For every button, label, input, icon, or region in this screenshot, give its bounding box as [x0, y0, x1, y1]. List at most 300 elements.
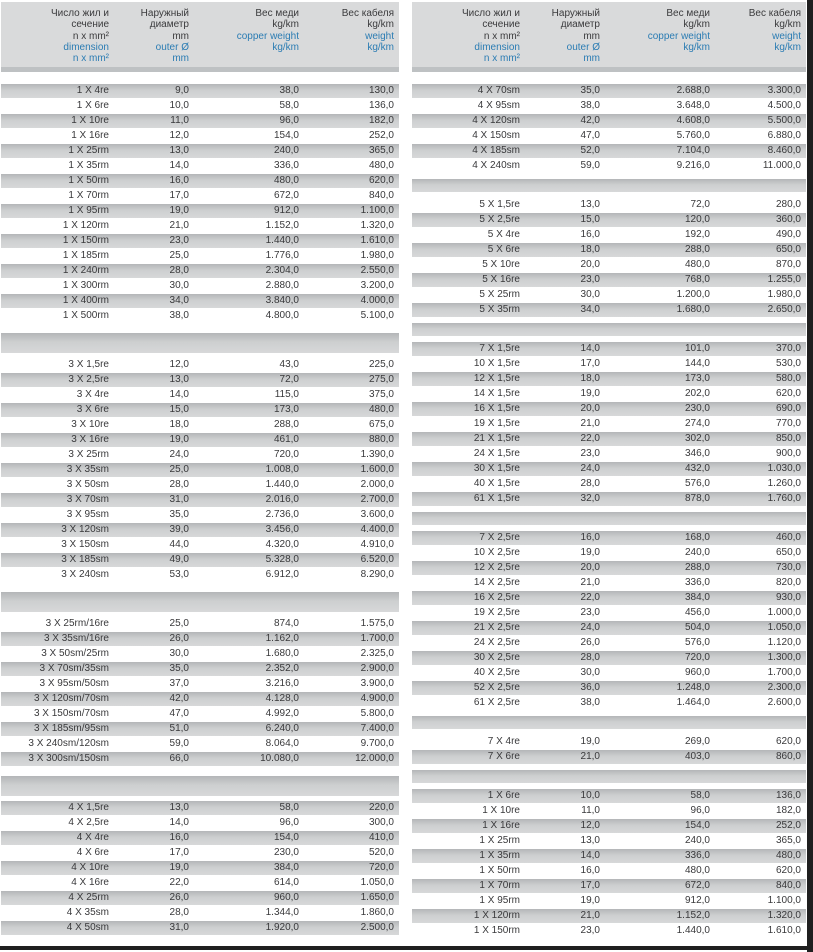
- dimension-cell: 4 X 35sm: [66, 907, 109, 919]
- table-row: [412, 531, 806, 545]
- cable-weight-cell: 2.900,0: [360, 663, 394, 675]
- outer-diameter-cell: 22,0: [580, 592, 600, 604]
- outer-diameter-cell: 66,0: [169, 753, 189, 765]
- outer-diameter-cell: 23,0: [580, 274, 600, 286]
- group-separator: [412, 174, 806, 198]
- dimension-cell: 3 X 10re: [71, 419, 109, 431]
- cable-weight-cell: 11.000,0: [762, 160, 801, 172]
- copper-weight-cell: 9.216,0: [676, 160, 710, 172]
- copper-weight-cell: 154,0: [273, 130, 299, 142]
- copper-weight-cell: 1.152,0: [265, 220, 299, 232]
- dimension-cell: 3 X 6re: [76, 404, 109, 416]
- dimension-cell: 4 X 50sm: [66, 922, 109, 934]
- outer-diameter-cell: 16,0: [580, 229, 600, 241]
- table-row: [412, 114, 806, 128]
- table-row: [412, 258, 806, 272]
- dimension-cell: 3 X 35sm/16re: [43, 633, 109, 645]
- dimension-cell: 30 X 2,5re: [473, 652, 520, 664]
- page-bottom-border: [0, 946, 813, 950]
- table-row: [1, 144, 399, 158]
- header-line: Вес кабеля: [341, 8, 394, 19]
- cable-weight-cell: 1.650,0: [360, 892, 394, 904]
- header-line: copper weight: [647, 30, 710, 42]
- copper-weight-cell: 288,0: [684, 562, 710, 574]
- table-row: [1, 84, 399, 98]
- dimension-cell: 10 X 2,5re: [473, 547, 520, 559]
- header-line: Число жил и: [50, 8, 109, 19]
- outer-diameter-cell: 31,0: [169, 494, 189, 506]
- dimension-cell: 3 X 70sm/35sm: [39, 663, 109, 675]
- table-row: [1, 921, 399, 935]
- table-row: [412, 342, 806, 356]
- cable-weight-cell: 1.760,0: [767, 493, 801, 505]
- dimension-cell: 19 X 1,5re: [473, 418, 520, 430]
- table-row: [412, 402, 806, 416]
- cable-weight-cell: 4.000,0: [360, 295, 394, 307]
- cable-weight-cell: 870,0: [775, 259, 801, 271]
- dimension-cell: 7 X 4re: [487, 736, 520, 748]
- table-row: [1, 129, 399, 143]
- outer-diameter-cell: 42,0: [580, 115, 600, 127]
- table-row: [1, 99, 399, 113]
- copper-weight-cell: 1.152,0: [676, 910, 710, 922]
- header-line: n x mm²: [72, 53, 109, 65]
- cable-weight-cell: 220,0: [368, 802, 394, 814]
- copper-weight-cell: 96,0: [279, 817, 299, 829]
- cable-weight-cell: 530,0: [775, 358, 801, 370]
- cable-weight-cell: 9.700,0: [360, 738, 394, 750]
- cable-weight-cell: 840,0: [775, 880, 801, 892]
- table-row: [412, 750, 806, 764]
- table-row: [412, 894, 806, 908]
- dimension-cell: 52 X 2,5re: [473, 682, 520, 694]
- dimension-cell: 3 X 35sm: [66, 464, 109, 476]
- dimension-cell: 12 X 1,5re: [473, 373, 520, 385]
- dimension-cell: 7 X 2,5re: [479, 532, 520, 544]
- table-row: [1, 553, 399, 567]
- cable-weight-cell: 365,0: [368, 145, 394, 157]
- header-column-4: [718, 8, 806, 64]
- dimension-cell: 3 X 120sm: [61, 524, 109, 536]
- copper-weight-cell: 432,0: [684, 463, 710, 475]
- table-row: [412, 621, 806, 635]
- table-row: [1, 174, 399, 188]
- outer-diameter-cell: 24,0: [580, 622, 600, 634]
- copper-weight-cell: 614,0: [273, 877, 299, 889]
- copper-weight-cell: 960,0: [684, 667, 710, 679]
- cable-weight-cell: 5.500,0: [767, 115, 801, 127]
- cable-weight-cell: 182,0: [368, 115, 394, 127]
- cable-weight-cell: 6.520,0: [360, 554, 394, 566]
- copper-weight-cell: 202,0: [684, 388, 710, 400]
- table-row: [1, 403, 399, 417]
- header-line: dimension: [474, 41, 520, 53]
- dimension-cell: 16 X 1,5re: [473, 403, 520, 415]
- header-line: kg/km: [683, 41, 710, 53]
- cable-weight-cell: 300,0: [368, 817, 394, 829]
- dimension-cell: 12 X 2,5re: [473, 562, 520, 574]
- cable-weight-cell: 840,0: [368, 190, 394, 202]
- dimension-cell: 1 X 6re: [487, 790, 520, 802]
- separator-bar: [412, 179, 806, 192]
- cable-weight-cell: 4.500,0: [767, 100, 801, 112]
- header-line: mm: [172, 30, 189, 42]
- copper-weight-cell: 768,0: [684, 274, 710, 286]
- copper-weight-cell: 336,0: [273, 160, 299, 172]
- table-row: [412, 546, 806, 560]
- cable-weight-cell: 3.600,0: [360, 509, 394, 521]
- dimension-cell: 3 X 25rm/16re: [45, 618, 109, 630]
- copper-weight-cell: 168,0: [684, 532, 710, 544]
- dimension-cell: 1 X 25rm: [479, 835, 520, 847]
- header-column-2: [117, 8, 197, 64]
- outer-diameter-cell: 20,0: [580, 403, 600, 415]
- outer-diameter-cell: 18,0: [169, 419, 189, 431]
- dimension-cell: 1 X 4re: [76, 85, 109, 97]
- cable-weight-cell: 2.650,0: [767, 304, 801, 316]
- outer-diameter-cell: 26,0: [580, 637, 600, 649]
- outer-diameter-cell: 12,0: [169, 359, 189, 371]
- copper-weight-cell: 1.464,0: [676, 697, 710, 709]
- copper-weight-cell: 1.680,0: [265, 648, 299, 660]
- table-row: [1, 418, 399, 432]
- copper-weight-cell: 2.736,0: [265, 509, 299, 521]
- table-row: [412, 84, 806, 98]
- table-row: [1, 358, 399, 372]
- dimension-cell: 4 X 6re: [76, 847, 109, 859]
- cable-weight-cell: 225,0: [368, 359, 394, 371]
- table-row: [1, 204, 399, 218]
- cable-weight-cell: 900,0: [775, 448, 801, 460]
- outer-diameter-cell: 21,0: [580, 577, 600, 589]
- group-separator: [1, 767, 399, 801]
- table-row: [1, 891, 399, 905]
- dimension-cell: 19 X 2,5re: [473, 607, 520, 619]
- table-row: [412, 651, 806, 665]
- copper-weight-cell: 173,0: [684, 373, 710, 385]
- cable-weight-cell: 490,0: [775, 229, 801, 241]
- cable-weight-cell: 1.700,0: [767, 667, 801, 679]
- cable-weight-cell: 1.000,0: [767, 607, 801, 619]
- copper-weight-cell: 2.304,0: [265, 265, 299, 277]
- copper-weight-cell: 58,0: [279, 802, 299, 814]
- dimension-cell: 3 X 120sm/70sm: [33, 693, 109, 705]
- cable-weight-cell: 650,0: [775, 244, 801, 256]
- cable-weight-cell: 2.500,0: [360, 922, 394, 934]
- copper-weight-cell: 1.162,0: [265, 633, 299, 645]
- table-row: [1, 831, 399, 845]
- table-row: [412, 924, 806, 938]
- outer-diameter-cell: 44,0: [169, 539, 189, 551]
- outer-diameter-cell: 24,0: [580, 463, 600, 475]
- copper-weight-cell: 8.064,0: [265, 738, 299, 750]
- dimension-cell: 3 X 50sm/25rm: [41, 648, 109, 660]
- copper-weight-cell: 720,0: [684, 652, 710, 664]
- dimension-cell: 4 X 95sm: [477, 100, 520, 112]
- cable-weight-cell: 182,0: [775, 805, 801, 817]
- separator-bar: [1, 776, 399, 796]
- outer-diameter-cell: 10,0: [580, 790, 600, 802]
- table-row: [1, 722, 399, 736]
- cable-weight-cell: 12.000,0: [355, 753, 394, 765]
- copper-weight-cell: 461,0: [273, 434, 299, 446]
- table-body-left: [1, 84, 399, 935]
- cable-weight-cell: 252,0: [368, 130, 394, 142]
- copper-weight-cell: 154,0: [273, 832, 299, 844]
- cable-weight-cell: 520,0: [368, 847, 394, 859]
- table-row: [1, 279, 399, 293]
- table-row: [412, 864, 806, 878]
- table-row: [412, 273, 806, 287]
- outer-diameter-cell: 25,0: [169, 618, 189, 630]
- cable-weight-cell: 4.400,0: [360, 524, 394, 536]
- cable-weight-cell: 2.000,0: [360, 479, 394, 491]
- outer-diameter-cell: 18,0: [580, 373, 600, 385]
- dimension-cell: 3 X 25rm: [68, 449, 109, 461]
- outer-diameter-cell: 14,0: [580, 850, 600, 862]
- copper-weight-cell: 10.080,0: [260, 753, 299, 765]
- header-column-2: [528, 8, 608, 64]
- copper-weight-cell: 4.800,0: [265, 310, 299, 322]
- table-row: [1, 662, 399, 676]
- outer-diameter-cell: 38,0: [580, 100, 600, 112]
- outer-diameter-cell: 24,0: [169, 449, 189, 461]
- dimension-cell: 1 X 500rm: [62, 310, 109, 322]
- header-line: Вес меди: [666, 8, 710, 19]
- cable-weight-cell: 1.390,0: [360, 449, 394, 461]
- cable-weight-cell: 1.600,0: [360, 464, 394, 476]
- table-row: [412, 834, 806, 848]
- cable-weight-cell: 130,0: [368, 85, 394, 97]
- header-line: n x mm²: [483, 30, 520, 42]
- outer-diameter-cell: 9,0: [175, 85, 189, 97]
- dimension-cell: 4 X 70sm: [477, 85, 520, 97]
- table-row: [1, 433, 399, 447]
- dimension-cell: 1 X 16re: [482, 820, 520, 832]
- copper-weight-cell: 1.440,0: [265, 235, 299, 247]
- copper-weight-cell: 576,0: [684, 478, 710, 490]
- table-row: [412, 447, 806, 461]
- header-line: mm: [583, 53, 600, 65]
- cable-weight-cell: 1.050,0: [767, 622, 801, 634]
- outer-diameter-cell: 23,0: [580, 925, 600, 937]
- table-row: [1, 617, 399, 631]
- outer-diameter-cell: 28,0: [169, 907, 189, 919]
- copper-weight-cell: 1.920,0: [265, 922, 299, 934]
- header-line: weight: [772, 30, 801, 42]
- outer-diameter-cell: 13,0: [580, 835, 600, 847]
- outer-diameter-cell: 14,0: [580, 343, 600, 355]
- outer-diameter-cell: 52,0: [580, 145, 600, 157]
- copper-weight-cell: 1.440,0: [265, 479, 299, 491]
- copper-weight-cell: 154,0: [684, 820, 710, 832]
- dimension-cell: 14 X 1,5re: [473, 388, 520, 400]
- copper-weight-cell: 346,0: [684, 448, 710, 460]
- cable-weight-cell: 1.320,0: [767, 910, 801, 922]
- header-column-3: [608, 8, 718, 64]
- dimension-cell: 3 X 95sm/50sm: [39, 678, 109, 690]
- outer-diameter-cell: 22,0: [580, 433, 600, 445]
- cable-weight-cell: 620,0: [775, 736, 801, 748]
- outer-diameter-cell: 47,0: [169, 708, 189, 720]
- dimension-cell: 1 X 6re: [76, 100, 109, 112]
- copper-weight-cell: 274,0: [684, 418, 710, 430]
- copper-weight-cell: 240,0: [684, 835, 710, 847]
- cable-weight-cell: 770,0: [775, 418, 801, 430]
- dimension-cell: 4 X 4re: [76, 832, 109, 844]
- table-row: [412, 735, 806, 749]
- copper-weight-cell: 912,0: [273, 205, 299, 217]
- group-separator: [412, 507, 806, 531]
- dimension-cell: 3 X 16re: [71, 434, 109, 446]
- outer-diameter-cell: 21,0: [169, 220, 189, 232]
- cable-weight-cell: 2.325,0: [360, 648, 394, 660]
- copper-weight-cell: 1.008,0: [265, 464, 299, 476]
- cable-weight-cell: 480,0: [775, 850, 801, 862]
- dimension-cell: 4 X 185sm: [472, 145, 520, 157]
- dimension-cell: 1 X 70rm: [68, 190, 109, 202]
- cable-weight-cell: 1.860,0: [360, 907, 394, 919]
- cable-weight-cell: 252,0: [775, 820, 801, 832]
- cable-weight-cell: 2.300,0: [767, 682, 801, 694]
- dimension-cell: 5 X 2,5re: [479, 214, 520, 226]
- dimension-cell: 5 X 6re: [487, 244, 520, 256]
- outer-diameter-cell: 10,0: [169, 100, 189, 112]
- cable-weight-cell: 410,0: [368, 832, 394, 844]
- header-line: kg/km: [367, 41, 394, 53]
- table-row: [1, 523, 399, 537]
- outer-diameter-cell: 16,0: [580, 865, 600, 877]
- table-row: [1, 538, 399, 552]
- table-row: [412, 696, 806, 710]
- cable-weight-cell: 620,0: [775, 388, 801, 400]
- table-row: [412, 303, 806, 317]
- cable-weight-cell: 650,0: [775, 547, 801, 559]
- dimension-cell: 3 X 185sm: [61, 554, 109, 566]
- header-line: диаметр: [560, 19, 600, 31]
- copper-weight-cell: 4.992,0: [265, 708, 299, 720]
- dimension-cell: 3 X 150sm/70sm: [33, 708, 109, 720]
- copper-weight-cell: 336,0: [684, 850, 710, 862]
- dimension-cell: 40 X 2,5re: [473, 667, 520, 679]
- table-row: [412, 681, 806, 695]
- copper-weight-cell: 5.760,0: [676, 130, 710, 142]
- header-line: n x mm²: [72, 30, 109, 42]
- cable-weight-cell: 4.910,0: [360, 539, 394, 551]
- cable-weight-cell: 1.610,0: [360, 235, 394, 247]
- table-row: [412, 477, 806, 491]
- copper-weight-cell: 3.840,0: [265, 295, 299, 307]
- table-row: [412, 432, 806, 446]
- copper-weight-cell: 240,0: [684, 547, 710, 559]
- cable-weight-cell: 1.260,0: [767, 478, 801, 490]
- outer-diameter-cell: 30,0: [580, 667, 600, 679]
- dimension-cell: 1 X 35rm: [479, 850, 520, 862]
- cable-weight-cell: 620,0: [775, 865, 801, 877]
- outer-diameter-cell: 13,0: [169, 802, 189, 814]
- table-row: [412, 576, 806, 590]
- table-left: [1, 2, 399, 936]
- copper-weight-cell: 72,0: [279, 374, 299, 386]
- copper-weight-cell: 6.240,0: [265, 723, 299, 735]
- cable-weight-cell: 2.600,0: [767, 697, 801, 709]
- dimension-cell: 1 X 150rm: [473, 925, 520, 937]
- copper-weight-cell: 101,0: [684, 343, 710, 355]
- separator-bar: [412, 716, 806, 729]
- copper-weight-cell: 4.320,0: [265, 539, 299, 551]
- copper-weight-cell: 1.344,0: [265, 907, 299, 919]
- dimension-cell: 4 X 240sm: [472, 160, 520, 172]
- copper-weight-cell: 1.248,0: [676, 682, 710, 694]
- cable-weight-cell: 820,0: [775, 577, 801, 589]
- outer-diameter-cell: 22,0: [169, 877, 189, 889]
- separator-bar: [412, 512, 806, 525]
- cable-weight-cell: 8.290,0: [360, 569, 394, 581]
- copper-weight-cell: 58,0: [690, 790, 710, 802]
- header-column-1: [412, 8, 528, 64]
- dimension-cell: 1 X 120rm: [62, 220, 109, 232]
- table-row: [1, 876, 399, 890]
- cable-weight-cell: 370,0: [775, 343, 801, 355]
- outer-diameter-cell: 23,0: [580, 607, 600, 619]
- dimension-cell: 1 X 16re: [71, 130, 109, 142]
- outer-diameter-cell: 16,0: [169, 832, 189, 844]
- outer-diameter-cell: 25,0: [169, 464, 189, 476]
- group-separator: [412, 765, 806, 789]
- table-row: [1, 448, 399, 462]
- table-row: [1, 234, 399, 248]
- table-row: [412, 591, 806, 605]
- copper-weight-cell: 878,0: [684, 493, 710, 505]
- table-row: [412, 243, 806, 257]
- cable-weight-cell: 480,0: [368, 404, 394, 416]
- table-row: [1, 846, 399, 860]
- table-row: [412, 372, 806, 386]
- table-row: [412, 804, 806, 818]
- dimension-cell: 3 X 4re: [76, 389, 109, 401]
- dimension-cell: 16 X 2,5re: [473, 592, 520, 604]
- header-line: Число жил и: [461, 8, 520, 19]
- outer-diameter-cell: 23,0: [169, 235, 189, 247]
- dimension-cell: 1 X 400rm: [62, 295, 109, 307]
- dimension-cell: 1 X 50rm: [479, 865, 520, 877]
- copper-weight-cell: 4.608,0: [676, 115, 710, 127]
- outer-diameter-cell: 30,0: [580, 289, 600, 301]
- dimension-cell: 4 X 150sm: [472, 130, 520, 142]
- outer-diameter-cell: 35,0: [169, 509, 189, 521]
- copper-weight-cell: 1.680,0: [676, 304, 710, 316]
- table-row: [412, 606, 806, 620]
- outer-diameter-cell: 31,0: [169, 922, 189, 934]
- outer-diameter-cell: 34,0: [169, 295, 189, 307]
- table-row: [412, 357, 806, 371]
- outer-diameter-cell: 35,0: [169, 663, 189, 675]
- outer-diameter-cell: 14,0: [169, 817, 189, 829]
- copper-weight-cell: 173,0: [273, 404, 299, 416]
- outer-diameter-cell: 28,0: [169, 265, 189, 277]
- table-row: [412, 561, 806, 575]
- copper-weight-cell: 302,0: [684, 433, 710, 445]
- header-line: mm: [583, 30, 600, 42]
- cable-weight-cell: 2.700,0: [360, 494, 394, 506]
- outer-diameter-cell: 20,0: [580, 259, 600, 271]
- table-row: [412, 99, 806, 113]
- outer-diameter-cell: 39,0: [169, 524, 189, 536]
- cable-weight-cell: 1.300,0: [767, 652, 801, 664]
- copper-weight-cell: 2.880,0: [265, 280, 299, 292]
- table-row: [412, 492, 806, 506]
- cable-weight-cell: 3.200,0: [360, 280, 394, 292]
